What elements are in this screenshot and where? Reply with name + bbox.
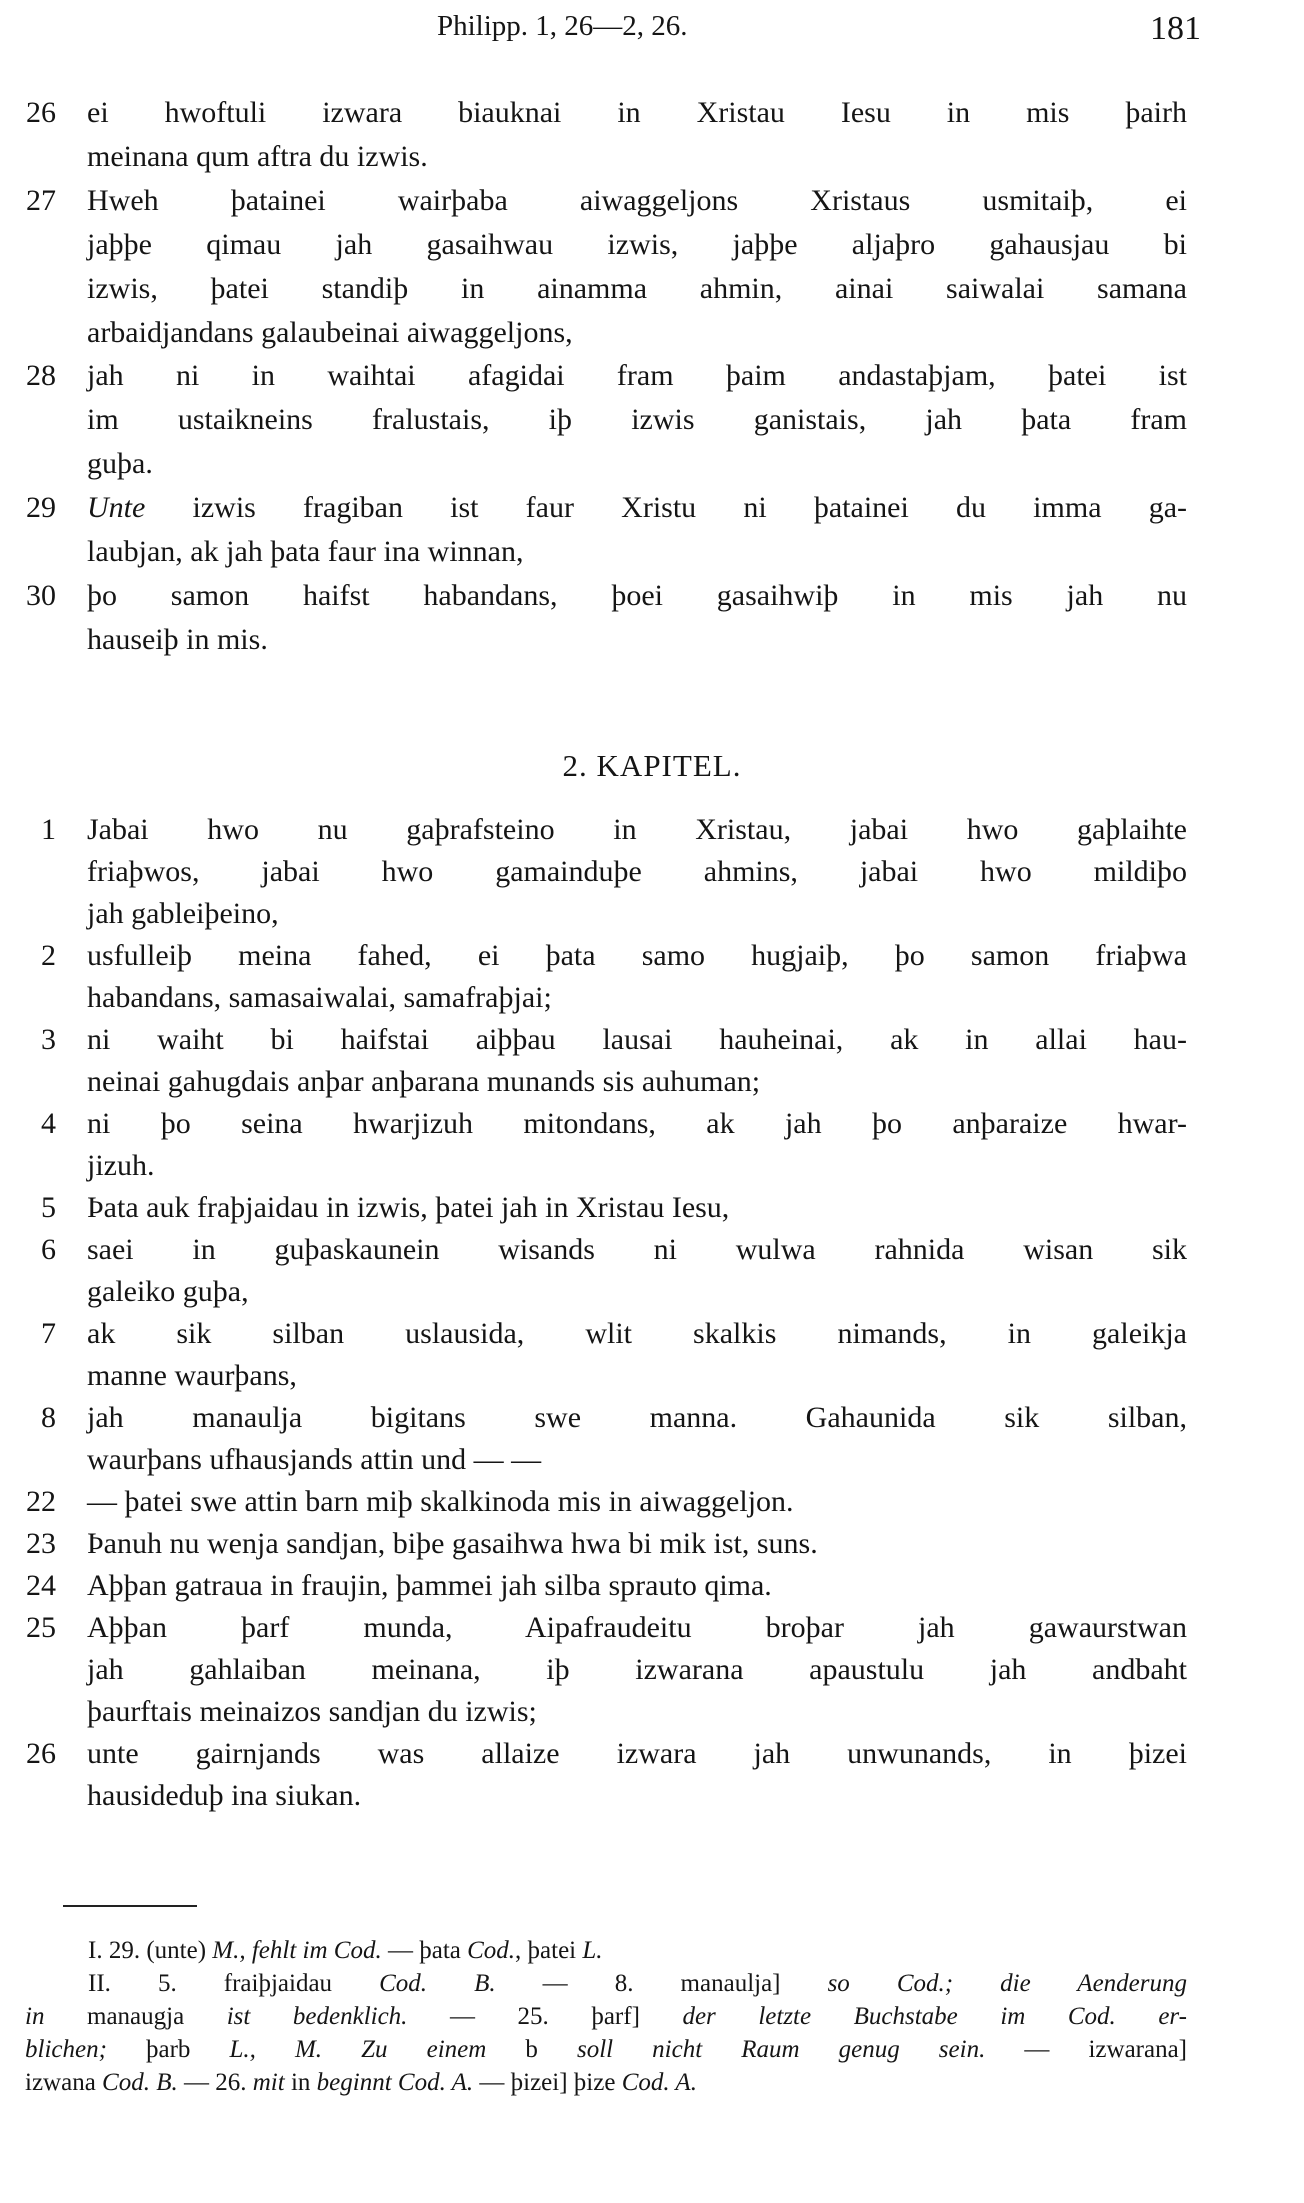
text-segment: b: [486, 2036, 577, 2063]
footnote-line: [25, 2003, 1187, 2031]
verse-line: Aþþan þarf munda, Aipafraudeitu broþar jah gawaurstwan: [87, 1611, 1187, 1644]
footnote-line: [88, 1937, 1250, 1965]
verse-number: 2: [41, 939, 56, 972]
verse-line: — þatei swe attin barn miþ skalkinoda mis in aiwaggeljon.: [87, 1485, 794, 1518]
text-segment: izwis fragiban ist faur Xristu ni þatainei du imma ga-: [145, 491, 1187, 525]
text-segment: — þata: [381, 1937, 468, 1964]
italic-text: Cod. B.: [379, 1970, 496, 1997]
verse-number: 6: [41, 1233, 56, 1266]
italic-text: Cod. A.: [621, 2069, 697, 2096]
italic-text: ist bedenklich.: [226, 2003, 408, 2030]
text-segment: — izwarana]: [985, 2036, 1188, 2063]
verse-number: 26: [26, 96, 56, 129]
verse-number: 23: [26, 1527, 56, 1560]
verse-number: 4: [41, 1107, 56, 1140]
verse-line: hausideduþ ina siukan.: [87, 1779, 362, 1812]
footnote-line: [25, 2036, 1187, 2064]
text-segment: in: [284, 2069, 317, 2096]
verse-line: jizuh.: [87, 1149, 155, 1182]
verse-line: friaþwos, jabai hwo gamainduþe ahmins, jabai hwo mildiþo: [87, 855, 1187, 888]
verse-number: 1: [41, 813, 56, 846]
italic-text: Cod.: [467, 1937, 516, 1964]
verse-line: ak sik silban uslausida, wlit skalkis nimands, in galeikja: [87, 1317, 1187, 1350]
verse-line: manne waurþans,: [87, 1359, 297, 1392]
verse-line: laubjan, ak jah þata faur ina winnan,: [87, 535, 524, 568]
verse-number: 5: [41, 1191, 56, 1224]
verse-number: 27: [26, 183, 56, 217]
verse-line: neinai gahugdais anþar anþarana munands sis auhuman;: [87, 1065, 761, 1098]
verse-line: [87, 491, 1187, 525]
text-segment: þarb: [106, 2036, 230, 2063]
verse-line: arbaidjandans galaubeinai aiwaggeljons,: [87, 315, 573, 349]
italic-text: Unte: [87, 491, 146, 525]
text-segment: II. 5. fraiþjaidau: [88, 1970, 380, 1997]
verse-line: ni þo seina hwarjizuh mitondans, ak jah þo anþaraize hwar-: [87, 1107, 1187, 1140]
italic-text: L.: [582, 1937, 603, 1964]
italic-text: L., M. Zu einem: [229, 2036, 487, 2063]
verse-number: 30: [26, 578, 56, 612]
verse-line: Aþþan gatraua in fraujin, þammei jah silba sprauto qima.: [87, 1569, 772, 1602]
verse-line: jah gableiþeino,: [87, 897, 279, 930]
verse-line: waurþans ufhausjands attin und — —: [87, 1443, 542, 1476]
verse-line: Þata auk fraþjaidau in izwis, þatei jah in Xristau Iesu,: [87, 1191, 730, 1224]
text-segment: — 26.: [177, 2069, 253, 2096]
footnote-line: [88, 1970, 1187, 1998]
verse-line: Þanuh nu wenja sandjan, biþe gasaihwa hwa bi mik ist, suns.: [87, 1527, 818, 1560]
verse-number: 26: [26, 1737, 56, 1770]
verse-line: Hweh þatainei wairþaba aiwaggeljons Xristaus usmitaiþ, ei: [87, 183, 1187, 217]
verse-number: 25: [26, 1611, 56, 1644]
verse-line: jaþþe qimau jah gasaihwau izwis, jaþþe aljaþro gahausjau bi: [87, 227, 1187, 261]
chapter-heading: 2. KAPITEL.: [562, 748, 742, 783]
text-segment: — 25. þarf]: [407, 2003, 683, 2030]
verse-number: 7: [41, 1317, 56, 1350]
verse-line: jah ni in waihtai afagidai fram þaim andastaþjam, þatei ist: [87, 359, 1187, 393]
page-number: 181: [1150, 10, 1201, 47]
italic-text: in: [25, 2003, 45, 2030]
verse-line: unte gairnjands was allaize izwara jah unwunands, in þizei: [87, 1737, 1187, 1770]
verse-line: ei hwoftuli izwara biauknai in Xristau Iesu in mis þairh: [87, 96, 1187, 129]
verse-number: 3: [41, 1023, 56, 1056]
text-segment: — 8. manaulja]: [495, 1970, 828, 1997]
verse-number: 28: [26, 359, 56, 393]
verse-line: þaurftais meinaizos sandjan du izwis;: [87, 1695, 537, 1728]
verse-number: 24: [26, 1569, 56, 1602]
verse-line: izwis, þatei standiþ in ainamma ahmin, ainai saiwalai samana: [87, 271, 1187, 305]
verse-number: 22: [26, 1485, 56, 1518]
verse-line: im ustaikneins fralustais, iþ izwis ganistais, jah þata fram: [87, 403, 1187, 437]
italic-text: soll nicht Raum genug sein.: [576, 2036, 986, 2063]
verse-line: guþa.: [87, 447, 153, 481]
text-segment: izwana: [25, 2069, 103, 2096]
verse-line: usfulleiþ meina fahed, ei þata samo hugjaiþ, þo samon friaþwa: [87, 939, 1187, 972]
italic-text: M., fehlt im Cod.: [212, 1937, 382, 1964]
italic-text: der letzte Buchstabe im Cod. er-: [682, 2003, 1187, 2030]
verse-line: Jabai hwo nu gaþrafsteino in Xristau, jabai hwo gaþlaihte: [87, 813, 1187, 846]
verse-line: ni waiht bi haifstai aiþþau lausai hauheinai, ak in allai hau-: [87, 1023, 1187, 1056]
text-segment: — þizei] þize: [473, 2069, 622, 2096]
verse-line: þo samon haifst habandans, þoei gasaihwiþ in mis jah nu: [87, 578, 1187, 612]
text-segment: manaugja: [44, 2003, 227, 2030]
verse-line: galeiko guþa,: [87, 1275, 249, 1308]
text-segment: , þatei: [515, 1937, 583, 1964]
verse-number: 8: [41, 1401, 56, 1434]
italic-text: beginnt Cod. A.: [316, 2069, 474, 2096]
running-title: Philipp. 1, 26—2, 26.: [437, 10, 688, 42]
italic-text: so Cod.; die Aenderung: [827, 1970, 1187, 1997]
italic-text: mit: [252, 2069, 285, 2096]
footnote-line: [25, 2069, 1187, 2097]
verse-line: meinana qum aftra du izwis.: [87, 139, 428, 173]
verse-line: saei in guþaskaunein wisands ni wulwa rahnida wisan sik: [87, 1233, 1187, 1266]
verse-line: jah manaulja bigitans swe manna. Gahaunida sik silban,: [87, 1401, 1187, 1434]
verse-number: 29: [26, 491, 56, 525]
italic-text: blichen;: [25, 2036, 107, 2063]
verse-line: jah gahlaiban meinana, iþ izwarana apaustulu jah andbaht: [87, 1653, 1187, 1686]
footnote-divider: [63, 1905, 197, 1907]
text-segment: I. 29. (unte): [88, 1937, 213, 1964]
verse-line: habandans, samasaiwalai, samafraþjai;: [87, 981, 552, 1014]
verse-line: hauseiþ in mis.: [87, 622, 268, 656]
italic-text: Cod. B.: [102, 2069, 178, 2096]
